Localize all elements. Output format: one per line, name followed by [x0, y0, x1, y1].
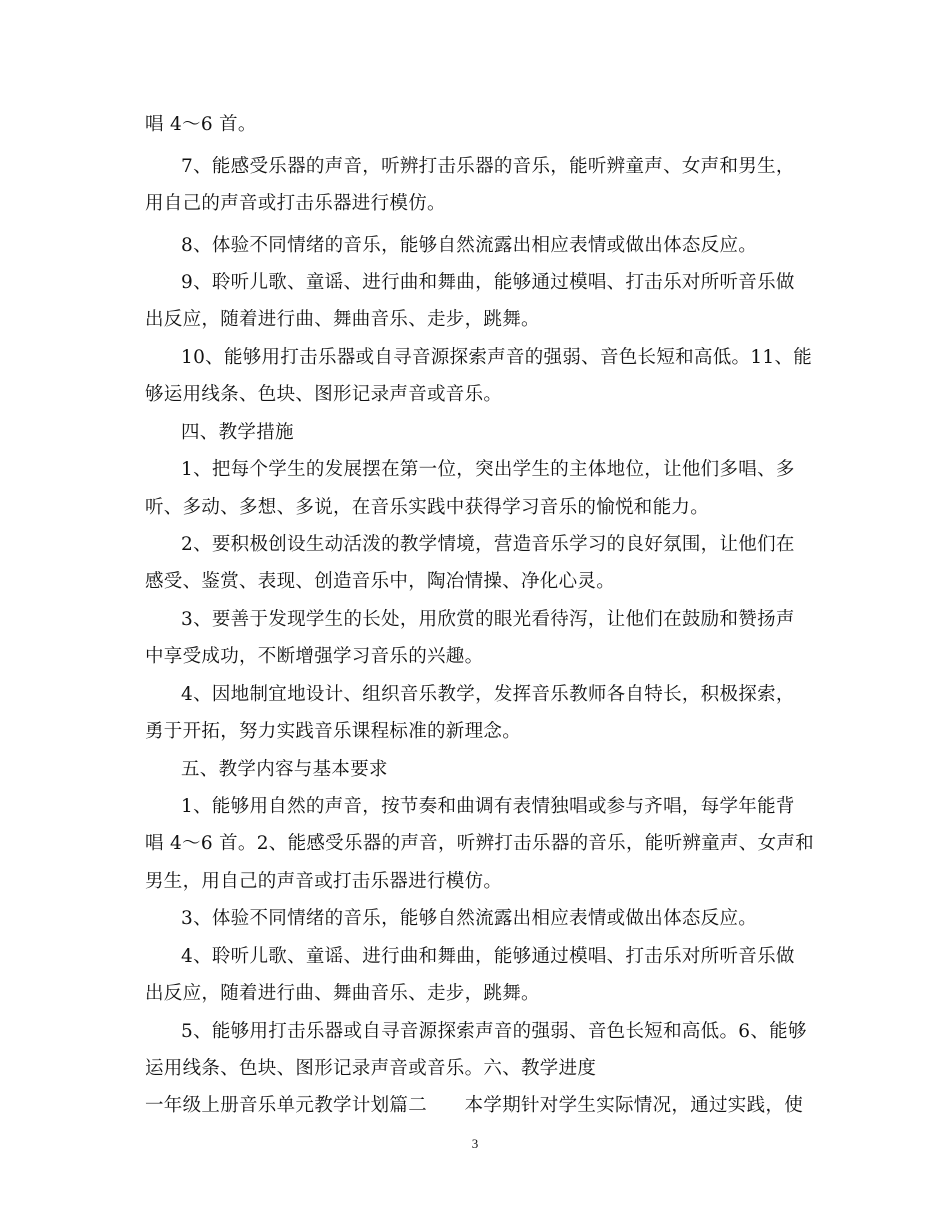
text-line: 运用线条、色块、图形记录声音或音乐。六、教学进度	[145, 1058, 597, 1079]
text-line: 感受、鉴赏、表现、创造音乐中，陶冶情操、净化心灵。	[145, 571, 616, 592]
text-line: 3、要善于发现学生的长处，用欣赏的眼光看待泻，让他们在鼓励和赞扬声	[181, 609, 795, 630]
text-line: 出反应，随着进行曲、舞曲音乐、走步，跳舞。	[145, 983, 540, 1004]
text-line: 1、把每个学生的发展摆在第一位，突出学生的主体地位，让他们多唱、多	[181, 459, 795, 480]
text-line: 中享受成功，不断增强学习音乐的兴趣。	[145, 646, 484, 667]
text-line: 用自己的声音或打击乐器进行模仿。	[145, 193, 446, 214]
text-line: 男生，用自己的声音或打击乐器进行模仿。	[145, 871, 503, 892]
text-line: 7、能感受乐器的声音，听辨打击乐器的音乐，能听辨童声、女声和男生，	[181, 156, 795, 177]
text-line: 唱 4～6 首。2、能感受乐器的声音，听辨打击乐器的音乐，能听辨童声、女声和	[145, 833, 814, 854]
text-line: 唱 4～6 首。	[145, 114, 257, 135]
text-line: 5、能够用打击乐器或自寻音源探索声音的强弱、音色长短和高低。6、能够	[181, 1021, 807, 1042]
text-line: 2、要积极创设生动活泼的教学情境，营造音乐学习的良好氛围，让他们在	[181, 534, 795, 555]
section-heading: 四、教学措施	[181, 422, 294, 443]
text-line: 出反应，随着进行曲、舞曲音乐、走步，跳舞。	[145, 309, 540, 330]
text-line: 4、聆听儿歌、童谣、进行曲和舞曲，能够通过模唱、打击乐对所听音乐做	[181, 946, 795, 967]
page-number: 3	[471, 1136, 479, 1151]
text-line: 勇于开拓，努力实践音乐课程标准的新理念。	[145, 721, 522, 742]
text-line: 听、多动、多想、多说，在音乐实践中获得学习音乐的愉悦和能力。	[145, 497, 710, 518]
text-line: 一年级上册音乐单元教学计划篇二 本学期针对学生实际情况，通过实践，使	[145, 1095, 804, 1116]
text-line: 9、聆听儿歌、童谣、进行曲和舞曲，能够通过模唱、打击乐对所听音乐做	[181, 272, 795, 293]
text-line: 3、体验不同情绪的音乐，能够自然流露出相应表情或做出体态反应。	[181, 908, 758, 929]
text-line: 1、能够用自然的声音，按节奏和曲调有表情独唱或参与齐唱，每学年能背	[181, 796, 795, 817]
text-line: 够运用线条、色块、图形记录声音或音乐。	[145, 384, 503, 405]
text-line: 10、能够用打击乐器或自寻音源探索声音的强弱、音色长短和高低。11、能	[181, 347, 813, 368]
section-heading: 五、教学内容与基本要求	[181, 759, 388, 780]
text-line: 8、体验不同情绪的音乐，能够自然流露出相应表情或做出体态反应。	[181, 235, 758, 256]
text-line: 4、因地制宜地设计、组织音乐教学，发挥音乐教师各自特长，积极探索，	[181, 684, 795, 705]
